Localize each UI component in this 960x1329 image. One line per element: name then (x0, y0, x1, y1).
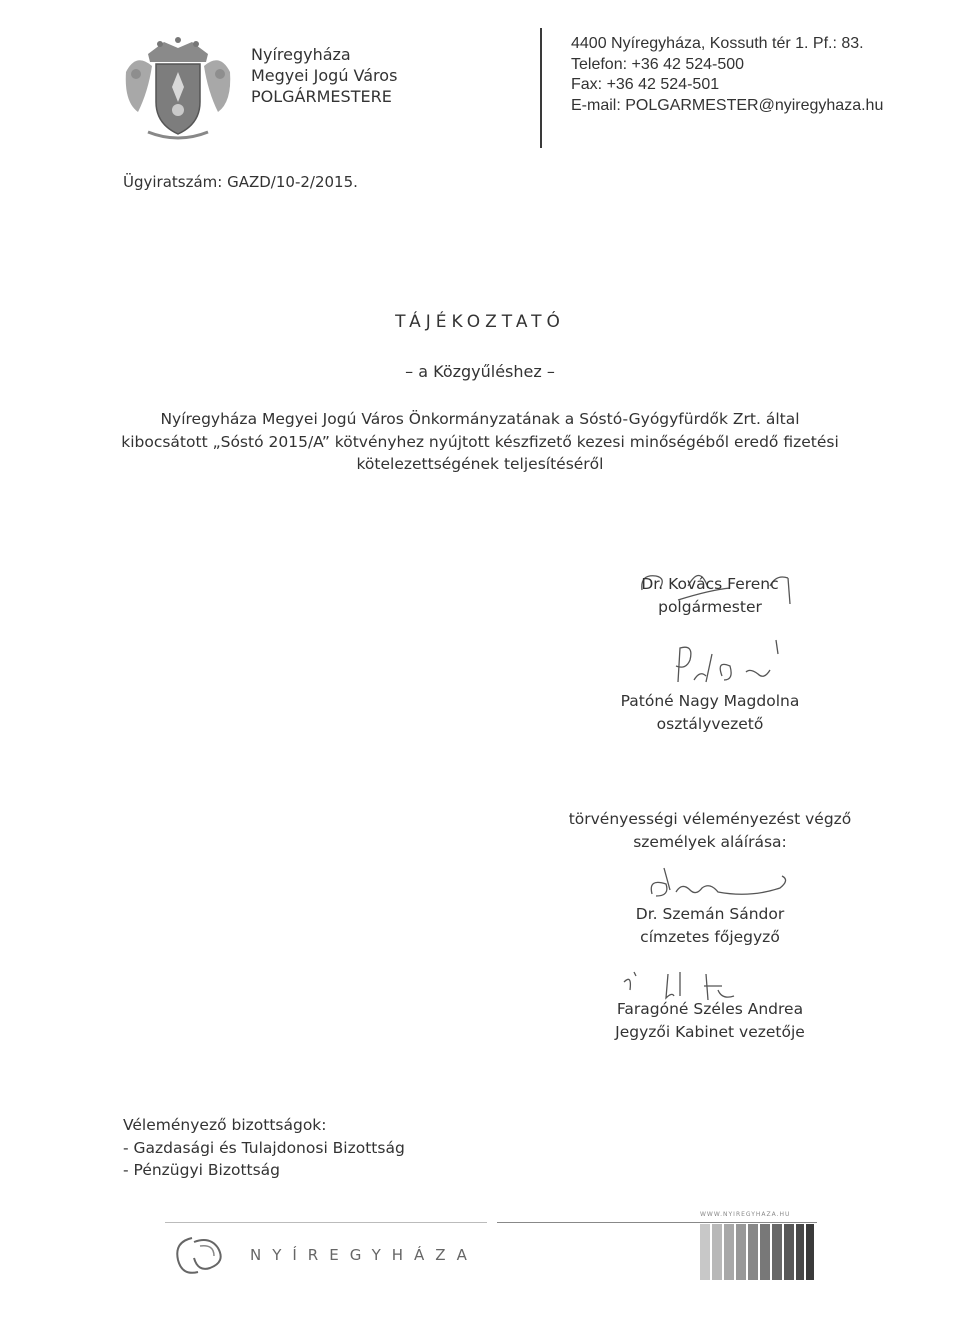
notary-title: címzetes főjegyző (640, 927, 780, 946)
mayor-block (480, 573, 940, 618)
barcode-graphic (700, 1224, 814, 1280)
cabinet-name: Faragóné Széles Andrea (616, 1000, 804, 1018)
organization-name (251, 44, 397, 107)
mayor-title: polgármester (658, 597, 762, 616)
head-name: Patóné Nagy Magdolna (620, 692, 800, 710)
fax: Fax: +36 42 524-501 (571, 76, 720, 93)
head-block (480, 690, 940, 735)
footer-url: WWW.NYIREGYHAZA.HU (700, 1211, 791, 1218)
notary-block (480, 903, 940, 948)
footer-rule-right (497, 1222, 817, 1223)
email: E-mail: POLGARMESTER@nyiregyhaza.hu (571, 96, 884, 114)
document-title: TÁJÉKOZTATÓ (395, 312, 565, 332)
org-line-2: Megyei Jogú Város (251, 66, 398, 85)
org-line-3: POLGÁRMESTERE (251, 87, 392, 106)
document-subject (0, 408, 960, 476)
reviewing-committees (123, 1114, 405, 1182)
legality-line-2: személyek aláírása: (633, 832, 787, 851)
head-title: osztályvezető (656, 714, 764, 733)
document-subtitle: – a Közgyűléshez – (405, 362, 555, 381)
cabinet-title: Jegyzői Kabinet vezetője (615, 1022, 805, 1041)
cabinet-block (480, 998, 940, 1043)
org-line-1: Nyíregyháza (251, 45, 351, 64)
subject-line-3: kötelezettségének teljesítéséről (356, 455, 604, 473)
footer-brand: NYÍREGYHÁZA (250, 1246, 478, 1264)
subject-line-2: kibocsátott „Sóstó 2015/A” kötvényhez nyújtott készfizető kezesi minőségéből eredő fizetési (121, 432, 839, 451)
footer-rule-left (165, 1222, 487, 1223)
nyiregyhaza-logo-icon (170, 1232, 234, 1280)
phone: Telefon: +36 42 524-500 (571, 55, 745, 73)
notary-signature (640, 860, 800, 906)
notary-name: Dr. Szemán Sándor (635, 905, 785, 923)
subject-line-1: Nyíregyháza Megyei Jogú Város Önkormányzatának a Sóstó-Gyógyfürdők Zrt. által (160, 410, 800, 428)
address: 4400 Nyíregyháza, Kossuth tér 1. Pf.: 83. (571, 35, 864, 52)
contact-block (571, 34, 883, 116)
city-coat-of-arms-icon (118, 32, 238, 142)
committee-item: - Gazdasági és Tulajdonosi Bizottság (123, 1138, 405, 1157)
legality-line-1: törvényességi véleményezést végző (568, 810, 852, 828)
committees-heading: Véleményező bizottságok: (123, 1116, 327, 1134)
header-divider (540, 28, 542, 148)
committee-item: - Pénzügyi Bizottság (123, 1161, 281, 1179)
reference-number: Ügyiratszám: GAZD/10-2/2015. (123, 173, 358, 191)
mayor-name: Dr. Kovács Ferenc (641, 575, 779, 593)
legality-heading (480, 808, 940, 853)
head-signature (650, 630, 790, 692)
